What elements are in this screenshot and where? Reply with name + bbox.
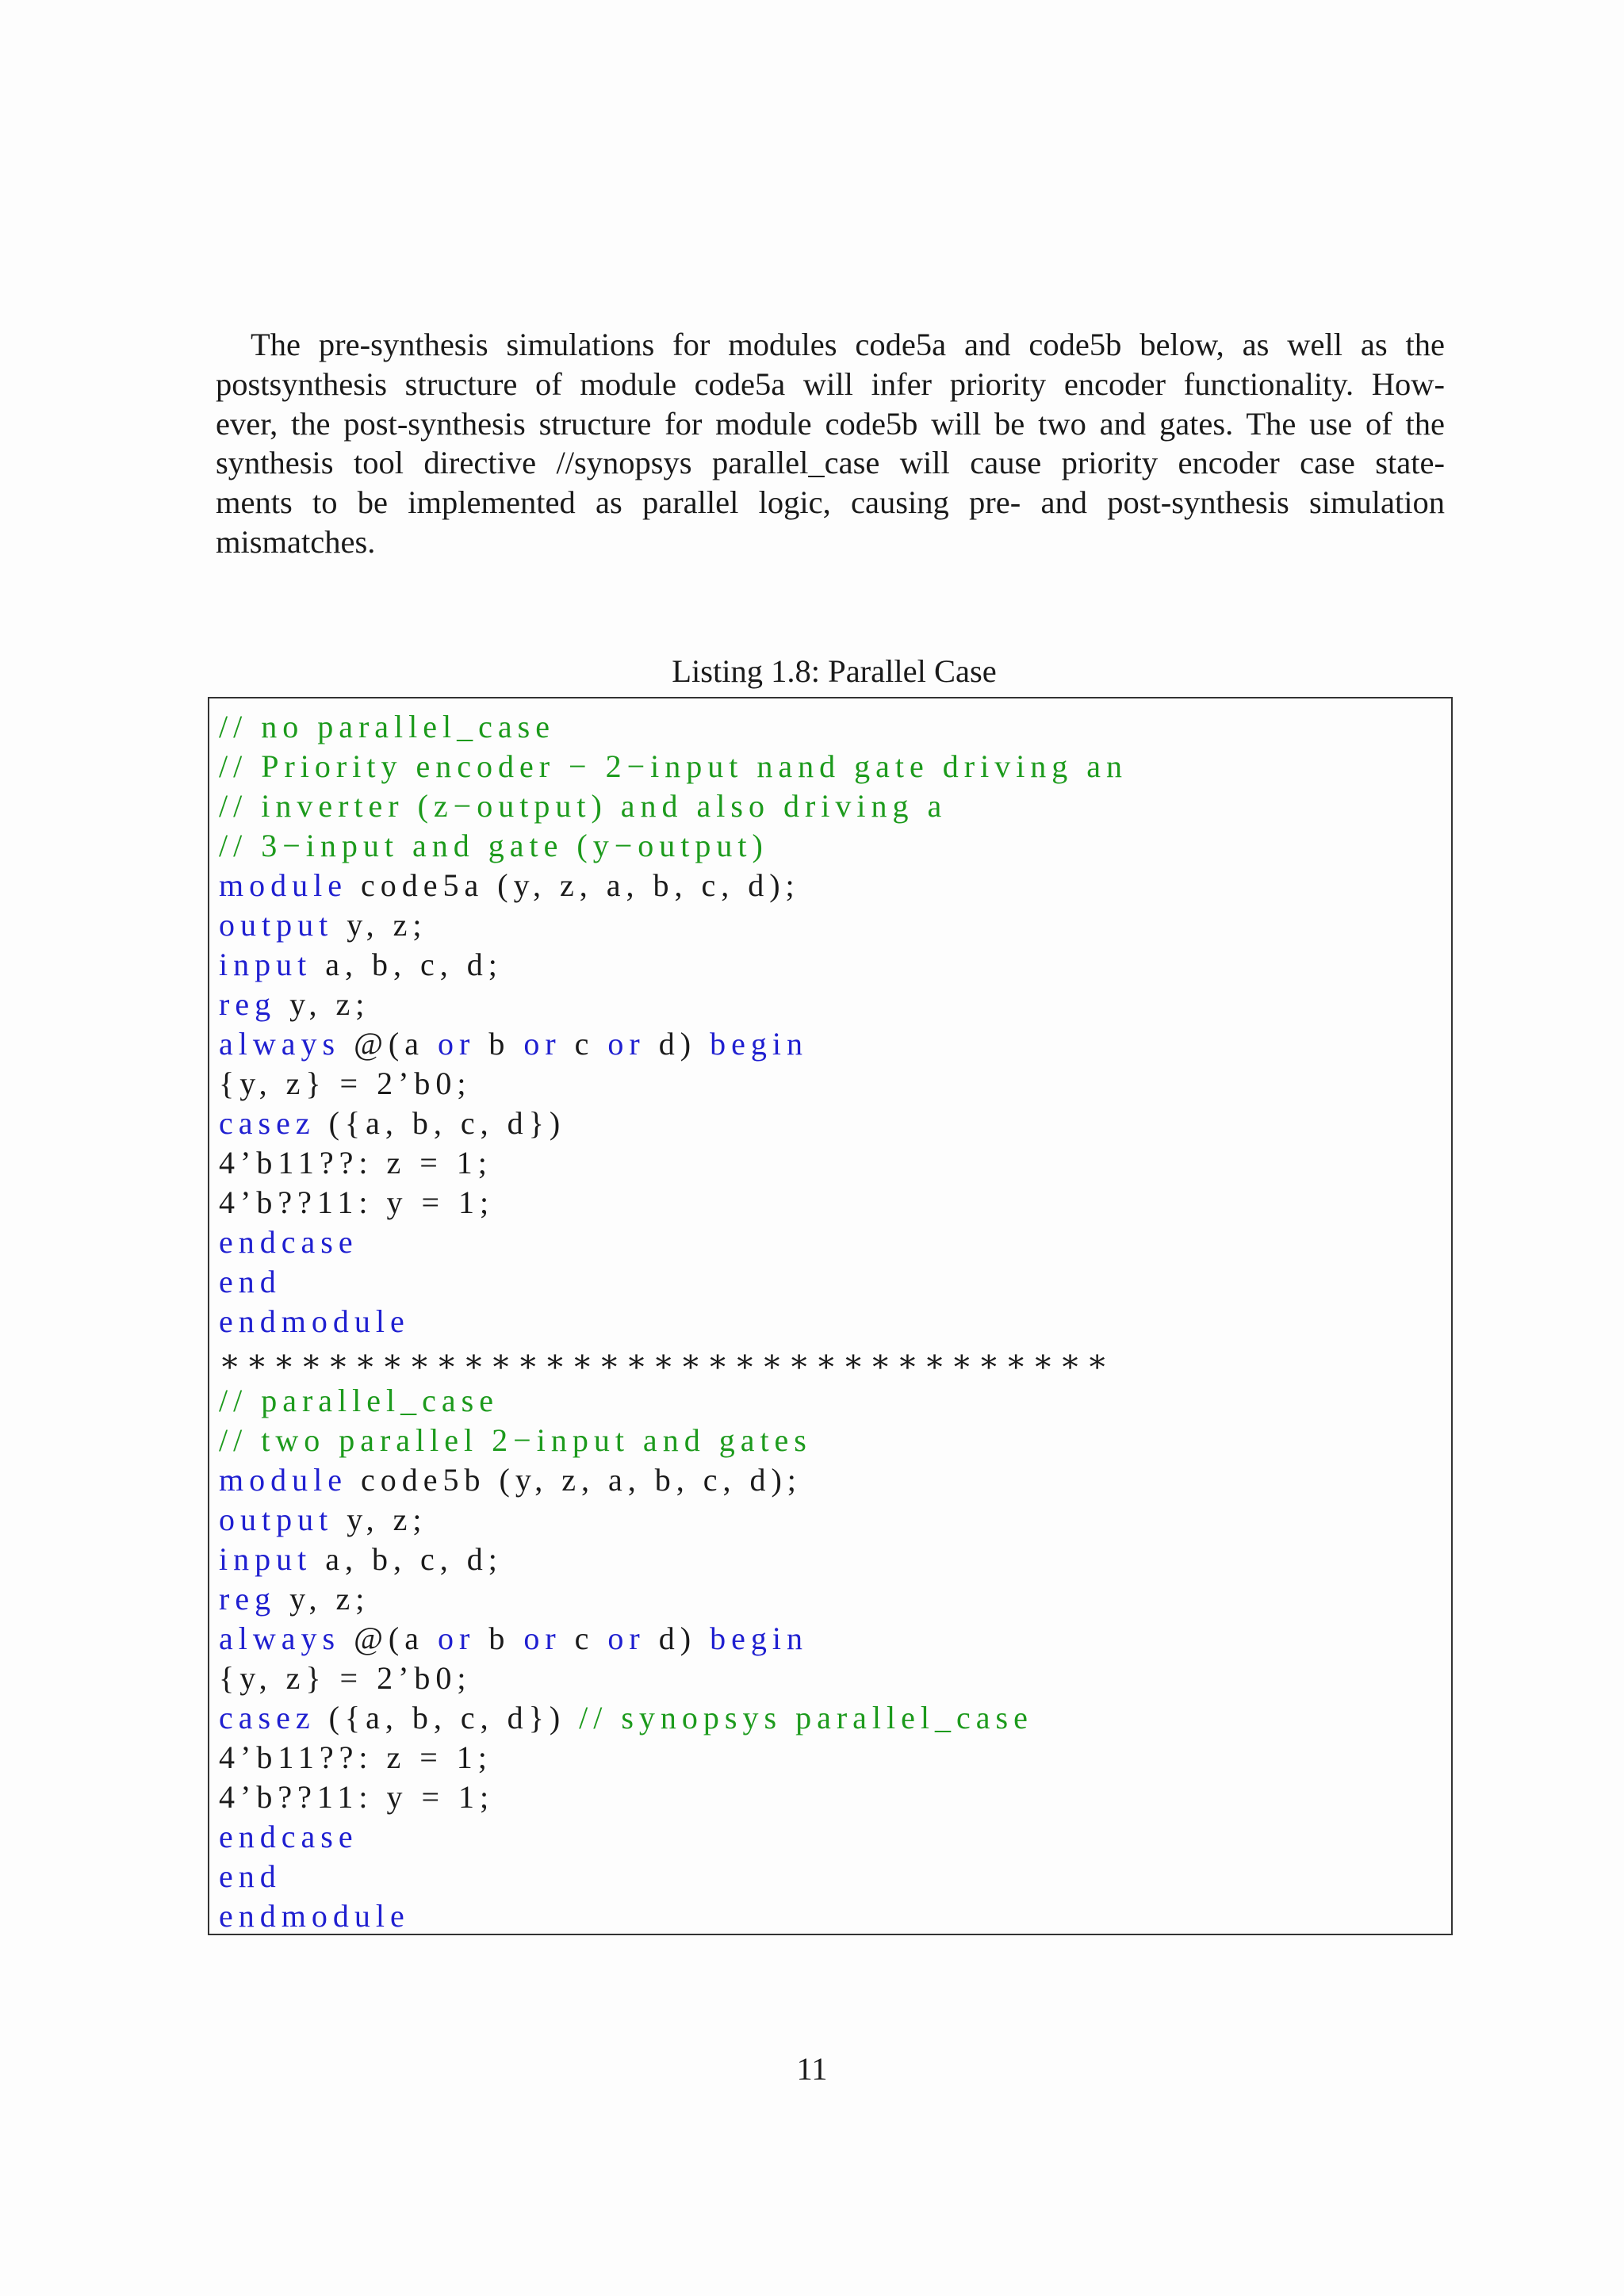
- code-line: [219, 1183, 494, 1223]
- code-line: [219, 985, 370, 1024]
- paragraph-line: ments to be implemented as parallel logic, causing pre- and post-synthesis simulation: [216, 484, 1445, 521]
- code-line: [219, 1341, 1113, 1381]
- code-keyword: endmodule: [219, 1898, 410, 1934]
- code-text: y, z;: [333, 1502, 427, 1537]
- code-line: [219, 1064, 472, 1104]
- code-comment: // no parallel_case: [219, 709, 555, 744]
- code-text: @(a: [340, 1026, 438, 1062]
- code-line: [219, 1579, 370, 1619]
- code-line: [219, 1460, 802, 1500]
- code-keyword: or: [523, 1621, 561, 1656]
- code-keyword: input: [219, 947, 312, 982]
- code-text: 4’b11??: z = 1;: [219, 1739, 492, 1775]
- code-text: a, b, c, d;: [312, 947, 503, 982]
- code-keyword: end: [219, 1858, 282, 1894]
- code-line: [219, 945, 503, 985]
- code-keyword: casez: [219, 1700, 316, 1735]
- code-text: y, z;: [276, 1581, 370, 1617]
- code-line: [219, 1024, 808, 1064]
- paragraph-line: ever, the post-synthesis structure for module code5b will be two and gates. The use of the: [216, 405, 1445, 442]
- code-line: [219, 747, 1128, 786]
- code-keyword: endcase: [219, 1819, 358, 1854]
- code-listing: [208, 697, 1453, 1935]
- code-line: [219, 1777, 494, 1817]
- code-keyword: or: [607, 1621, 645, 1656]
- code-keyword: begin: [710, 1026, 808, 1062]
- code-line: [219, 1738, 492, 1777]
- page-number: 11: [796, 2051, 828, 2087]
- code-keyword: endmodule: [219, 1303, 410, 1339]
- code-text: d): [645, 1026, 710, 1062]
- code-text: @(a: [340, 1621, 438, 1656]
- code-text: a, b, c, d;: [312, 1541, 503, 1577]
- code-text: b: [475, 1026, 524, 1062]
- code-text: y, z;: [333, 907, 427, 943]
- code-text: 4’b??11: y = 1;: [219, 1184, 495, 1220]
- code-comment: // two parallel 2−input and gates: [219, 1422, 812, 1458]
- code-text: {y, z} = 2’b0;: [219, 1660, 472, 1696]
- code-keyword: output: [219, 1502, 334, 1537]
- code-line: [219, 1381, 499, 1421]
- code-text: d): [645, 1621, 710, 1656]
- code-line: [219, 1619, 808, 1659]
- code-text: 4’b??11: y = 1;: [219, 1779, 495, 1815]
- code-line: [219, 707, 555, 747]
- code-text: code5a (y, z, a, b, c, d);: [347, 867, 800, 903]
- code-text: {y, z} = 2’b0;: [219, 1066, 472, 1101]
- code-line: [219, 1817, 358, 1857]
- code-line: [219, 786, 947, 826]
- listing-caption: Listing 1.8: Parallel Case: [672, 653, 997, 689]
- code-line: [219, 1104, 565, 1143]
- code-keyword: module: [219, 867, 347, 903]
- code-comment: // inverter (z−output) and also driving a: [219, 788, 948, 824]
- code-keyword: module: [219, 1462, 347, 1498]
- code-keyword: or: [438, 1621, 476, 1656]
- code-line: [219, 1302, 410, 1341]
- code-keyword: always: [219, 1621, 341, 1656]
- code-line: [219, 1262, 282, 1302]
- code-line: [219, 1421, 812, 1460]
- code-comment: // parallel_case: [219, 1383, 499, 1418]
- code-line: [219, 826, 768, 866]
- paragraph-line: synthesis tool directive //synopsys parallel_case will cause priority encoder case state-: [216, 445, 1445, 481]
- code-keyword: reg: [219, 986, 277, 1022]
- code-comment: // 3−input and gate (y−output): [219, 828, 768, 863]
- code-text: y, z;: [276, 986, 370, 1022]
- code-line: [219, 866, 800, 905]
- code-line: [219, 1143, 492, 1183]
- code-keyword: or: [607, 1026, 645, 1062]
- code-line: [219, 1223, 358, 1262]
- paragraph-line: The pre-synthesis simulations for modules code5a and code5b below, as well as the: [251, 327, 1445, 362]
- body-paragraph: [216, 325, 1445, 562]
- code-text: ({a, b, c, d}): [315, 1105, 566, 1141]
- code-keyword: output: [219, 907, 334, 943]
- code-line: [219, 1540, 503, 1579]
- code-keyword: casez: [219, 1105, 316, 1141]
- code-line: [219, 1659, 472, 1698]
- code-text: code5b (y, z, a, b, c, d);: [347, 1462, 802, 1498]
- code-comment: // Priority encoder − 2−input nand gate driving an: [219, 748, 1128, 784]
- code-text: 4’b11??: z = 1;: [219, 1145, 492, 1181]
- code-text: c: [561, 1621, 608, 1656]
- code-text: ({a, b, c, d}): [315, 1700, 580, 1735]
- code-line: [219, 1857, 282, 1896]
- code-keyword: always: [219, 1026, 341, 1062]
- code-text: ∗∗∗∗∗∗∗∗∗∗∗∗∗∗∗∗∗∗∗∗∗∗∗∗∗∗∗∗∗∗∗∗∗: [219, 1343, 1114, 1379]
- code-keyword: input: [219, 1541, 312, 1577]
- code-text: b: [475, 1621, 524, 1656]
- code-line: [219, 1500, 427, 1540]
- code-keyword: or: [438, 1026, 476, 1062]
- code-keyword: reg: [219, 1581, 277, 1617]
- code-text: c: [561, 1026, 608, 1062]
- code-keyword: or: [523, 1026, 561, 1062]
- code-line: [219, 1698, 1033, 1738]
- code-keyword: begin: [710, 1621, 808, 1656]
- paragraph-line: postsynthesis structure of module code5a will infer priority encoder functionality. How-: [216, 365, 1445, 402]
- paragraph-line: mismatches.: [216, 523, 376, 560]
- code-line: [219, 1896, 410, 1936]
- code-line: [219, 905, 427, 945]
- code-keyword: endcase: [219, 1224, 358, 1260]
- code-comment: // synopsys parallel_case: [579, 1700, 1033, 1735]
- code-keyword: end: [219, 1264, 282, 1299]
